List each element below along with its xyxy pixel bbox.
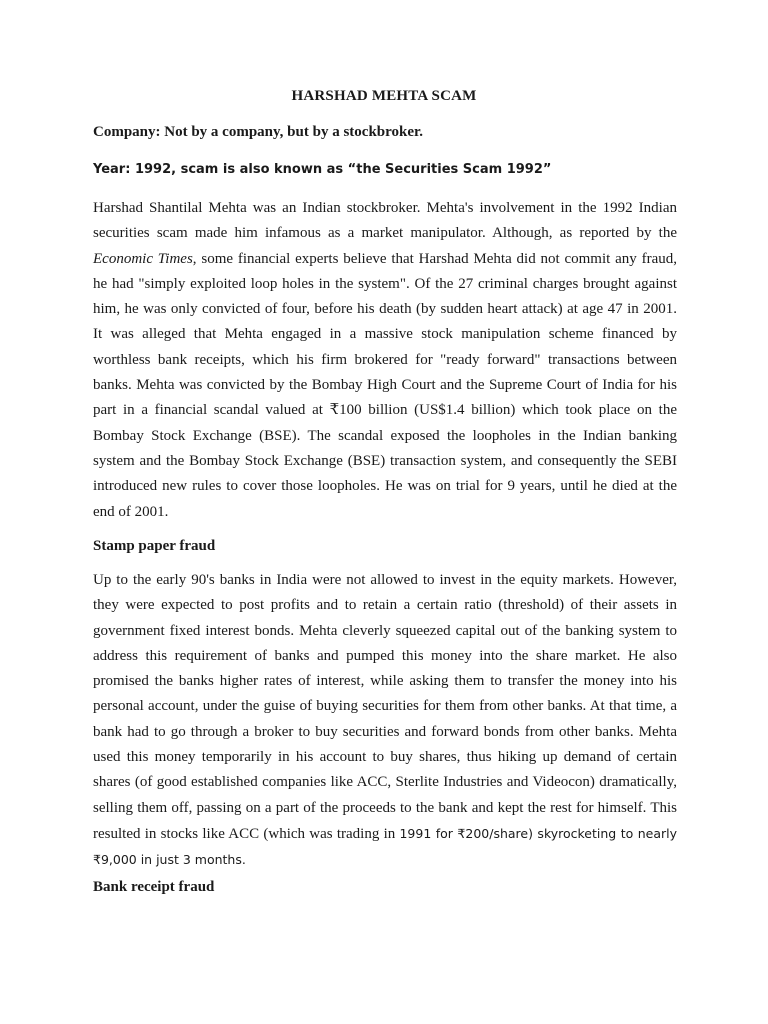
intro-paragraph xyxy=(93,196,677,525)
document-title: HARSHAD MEHTA SCAM xyxy=(291,88,477,104)
intro-text-part1: Harshad Shantilal Mehta was an Indian stockbroker. Mehta's involvement in the 1992 Indian securities scam made him infamous as a market manipulator. Although, as reported by the xyxy=(93,200,677,242)
intro-text-part2: , some financial experts believe that Harshad Mehta did not commit any fraud, he had "simply exploited loop holes in the system". Of the 27 criminal charges brought against him, he was only convicted of four, before his death (by sudden heart attack) at age 47 in 2001. It was alleged that Mehta engaged in a massive stock manipulation scheme financed by worthless bank receipts, which his firm brokered for "ready forward" transactions between banks. Mehta was convicted by the Bombay High Court and the Supreme Court of India for his part in a financial scandal valued at ₹100 billion (US$1.4 billion) which took place on the Bombay Stock Exchange (BSE). The scandal exposed the loopholes in the Indian banking system and the Bombay Stock Exchange (BSE) transaction system, and consequently the SEBI introduced new rules to cover those loopholes. He was on trial for 9 years, until he died at the end of 2001. xyxy=(93,250,677,520)
stamp-paper-paragraph xyxy=(93,568,677,874)
company-line: Company: Not by a company, but by a stockbroker. xyxy=(93,124,424,140)
stamp-paper-fraud-heading: Stamp paper fraud xyxy=(93,538,216,554)
year-line: Year: 1992, scam is also known as “the Securities Scam 1992” xyxy=(93,162,552,177)
economic-times-italic: Economic Times xyxy=(93,250,193,267)
stamp-text-main: Up to the early 90's banks in India were not allowed to invest in the equity markets. However, they were expected to post profits and to retain a certain ratio (threshold) of their assets in government fixed interest bonds. Mehta cleverly squeezed capital out of the banking system to address this requirement of banks and pumped this money into the share market. He also promised the banks higher rates of interest, while asking them to transfer the money into his personal account, under the guise of buying securities for them from other banks. At that time, a bank had to go through a broker to buy securities and forward bonds from other banks. Mehta used this money temporarily in his account to buy shares, thus hiking up demand of certain shares (of good established companies like ACC, Sterlite Industries and Videocon) dramatically, selling them off, passing on a part of the proceeds to the bank and kept the rest for himself. This resulted in stocks like ACC (which was trading in xyxy=(93,572,677,842)
bank-receipt-fraud-heading: Bank receipt fraud xyxy=(93,879,215,895)
stamp-text-last: 1991 for ₹200/share) skyrocketing to nearly ₹9,000 in just 3 months. xyxy=(93,825,677,868)
